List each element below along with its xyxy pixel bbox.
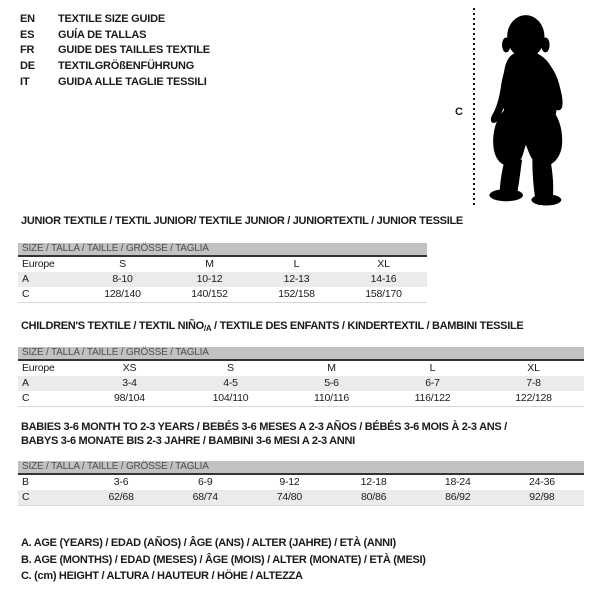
- children-table: [18, 347, 584, 407]
- language-code: IT: [20, 75, 30, 88]
- language-row: [20, 43, 210, 59]
- table-cell: M: [205, 258, 214, 270]
- table-cell: 116/122: [414, 392, 451, 404]
- table-cell: M: [327, 362, 336, 374]
- table-row: [18, 490, 584, 505]
- table-cell: 92/98: [529, 491, 555, 503]
- table-cell: 9-12: [279, 476, 300, 488]
- junior-table: [18, 243, 427, 303]
- language-row: [20, 59, 210, 75]
- language-title: GUIDE DES TAILLES TEXTILE: [58, 44, 210, 57]
- row-label-cell: Europe: [22, 258, 55, 270]
- title-line-2: BABYS 3-6 MONATE BIS 2-3 JAHRE / BAMBINI 3-6 MESI A 2-3 ANNI: [21, 434, 355, 447]
- row-label-cell: Europe: [22, 362, 55, 374]
- table-cell: 158/170: [365, 288, 402, 300]
- table-cell: 152/158: [278, 288, 315, 300]
- table-cell: 104/110: [212, 392, 249, 404]
- row-label-cell: B: [22, 476, 29, 488]
- table-row: [18, 391, 584, 406]
- junior-table-title: JUNIOR TEXTILE / TEXTIL JUNIOR/ TEXTILE JUNIOR / JUNIORTEXTIL / JUNIOR TESSILE: [21, 215, 463, 227]
- legend-line-a: A. AGE (YEARS) / EDAD (AÑOS) / ÂGE (ANS) / ALTER (JAHRE) / ETÀ (ANNI): [21, 537, 396, 549]
- language-code: DE: [20, 60, 35, 73]
- table-cell: 18-24: [444, 476, 471, 488]
- table-row: [18, 257, 427, 272]
- table-cell: L: [293, 258, 300, 270]
- size-header-bar: SIZE / TALLA / TAILLE / GRÖSSE / TAGLIA: [18, 461, 584, 475]
- table-body: [18, 361, 584, 407]
- table-cell: 86/92: [445, 491, 471, 503]
- table-body: [18, 475, 584, 506]
- language-title: GUÍA DE TALLAS: [58, 28, 147, 41]
- babies-table-title: [21, 421, 507, 448]
- table-cell: 12-13: [283, 273, 310, 285]
- row-label-cell: A: [22, 273, 29, 285]
- legend-line-c: C. (cm) HEIGHT / ALTURA / HAUTEUR / HÖHE / ALTEZZA: [21, 570, 303, 583]
- row-label-cell: C: [22, 392, 30, 404]
- language-row: [20, 28, 210, 44]
- children-table-title: [21, 320, 523, 336]
- table-row: [18, 376, 584, 391]
- table-row: [18, 272, 427, 287]
- language-title: GUIDA ALLE TAGLIE TESSILI: [58, 75, 207, 88]
- table-row: [18, 287, 427, 302]
- measurement-legend: [21, 535, 426, 585]
- table-cell: 12-18: [360, 476, 387, 488]
- language-row: [20, 12, 210, 28]
- table-cell: 3-6: [113, 476, 129, 488]
- table-body: [18, 257, 427, 303]
- table-cell: 110/116: [314, 392, 349, 404]
- table-cell: 98/104: [114, 392, 145, 404]
- table-cell: 4-5: [223, 377, 238, 389]
- table-row: [18, 475, 584, 490]
- legend-line-b: B. AGE (MONTHS) / EDAD (MESES) / ÂGE (MOIS) / ALTER (MONATE) / ETÀ (MESI): [21, 553, 426, 566]
- language-header: [20, 12, 210, 91]
- table-row: [18, 361, 584, 376]
- table-cell: 68/74: [192, 491, 218, 503]
- table-cell: 122/128: [515, 392, 552, 404]
- table-cell: XL: [527, 362, 540, 374]
- language-code: FR: [20, 44, 35, 57]
- table-cell: L: [429, 362, 436, 374]
- title-subscript: /A: [203, 324, 212, 333]
- babies-table: [18, 461, 584, 506]
- table-cell: S: [119, 258, 126, 270]
- table-cell: 74/80: [276, 491, 303, 503]
- table-cell: 5-6: [324, 377, 339, 389]
- baby-silhouette-icon: [481, 3, 593, 211]
- language-code: ES: [20, 28, 35, 41]
- table-cell: 6-7: [425, 377, 440, 389]
- title-text: CHILDREN'S TEXTILE / TEXTIL NIÑO: [21, 320, 204, 332]
- size-header-bar: SIZE / TALLA / TAILLE / GRÖSSE / TAGLIA: [18, 347, 584, 361]
- table-cell: 128/140: [104, 288, 141, 300]
- table-cell: XL: [377, 258, 390, 270]
- language-code: EN: [20, 13, 35, 25]
- table-cell: 14-16: [370, 273, 397, 285]
- table-cell: XS: [122, 362, 137, 374]
- table-cell: 62/68: [108, 491, 134, 503]
- row-label-cell: A: [22, 377, 29, 389]
- language-row: [20, 75, 210, 91]
- table-cell: S: [227, 362, 234, 374]
- table-cell: 10-12: [196, 273, 223, 285]
- language-title: TEXTILE SIZE GUIDE: [58, 13, 166, 25]
- table-cell: 6-9: [197, 476, 213, 488]
- language-title: TEXTILGRÖßENFÜHRUNG: [58, 60, 195, 73]
- table-cell: 80/86: [360, 491, 387, 503]
- row-label-cell: C: [22, 288, 30, 300]
- table-cell: 8-10: [112, 273, 133, 285]
- table-cell: 3-4: [122, 377, 137, 389]
- size-header-bar: SIZE / TALLA / TAILLE / GRÖSSE / TAGLIA: [18, 243, 427, 257]
- height-measure-label: C: [455, 106, 463, 118]
- table-cell: 140/152: [191, 288, 228, 300]
- height-measure-line: [473, 8, 475, 206]
- table-cell: 7-8: [526, 377, 541, 389]
- table-cell: 24-36: [529, 476, 555, 488]
- title-line-1: BABIES 3-6 MONTH TO 2-3 YEARS / BEBÉS 3-6 MESES A 2-3 AÑOS / BÉBÉS 3-6 MOIS À 2-3 ANS /: [21, 421, 507, 433]
- row-label-cell: C: [22, 491, 30, 503]
- title-text: / TEXTILE DES ENFANTS / KINDERTEXTIL / BAMBINI TESSILE: [211, 320, 524, 332]
